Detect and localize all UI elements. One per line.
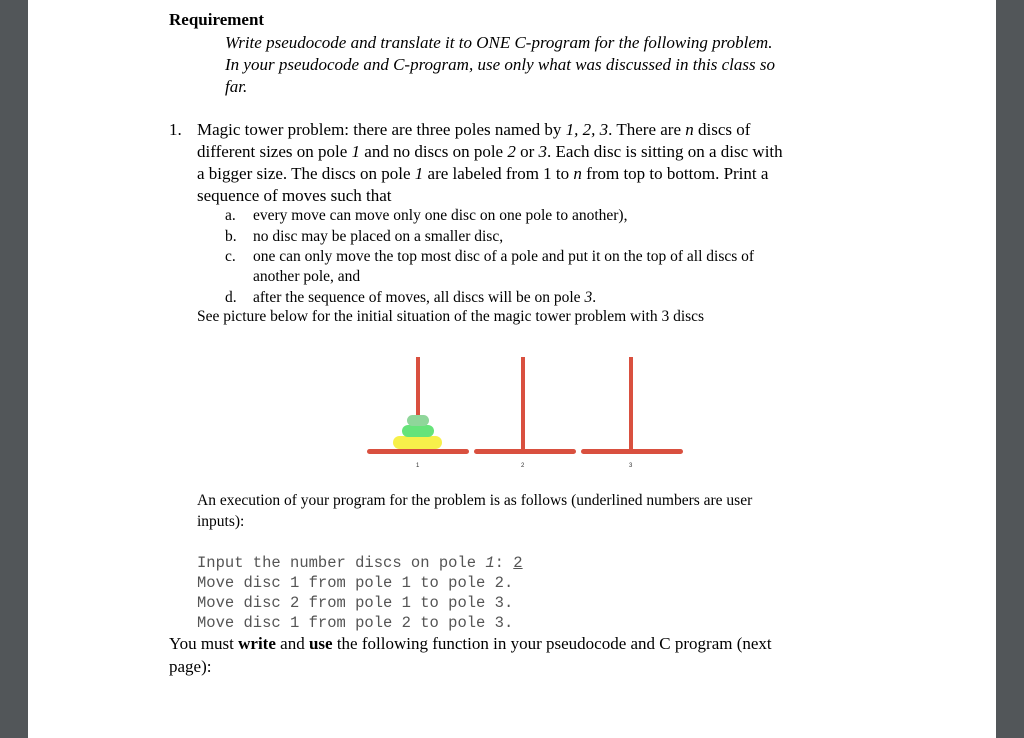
disc-small bbox=[407, 415, 429, 426]
problem-line-3: a bigger size. The discs on pole 1 are labeled from 1 to n from top to bottom. Print a bbox=[197, 164, 769, 183]
heading: Requirement bbox=[169, 10, 265, 29]
rule-text: another pole, and bbox=[253, 268, 361, 285]
rule-label: a. bbox=[225, 207, 236, 224]
pole-2 bbox=[521, 357, 525, 452]
pole-label: 2 bbox=[521, 463, 525, 469]
base-1 bbox=[367, 449, 469, 454]
rule-text: every move can move only one disc on one pole to another), bbox=[253, 207, 628, 224]
execution-intro: An execution of your program for the problem is as follows (underlined numbers are user bbox=[197, 492, 753, 509]
pole-3 bbox=[629, 357, 633, 452]
disc-medium bbox=[402, 425, 434, 437]
pole-label: 3 bbox=[629, 463, 633, 469]
pole-label: 1 bbox=[416, 463, 420, 469]
instruction-line: In your pseudocode and C-program, use only what was discussed in this class so bbox=[225, 55, 775, 74]
instruction-line: far. bbox=[225, 77, 248, 96]
problem-number: 1. bbox=[169, 120, 182, 139]
rule-label: d. bbox=[225, 289, 237, 306]
console-line: Move disc 1 from pole 2 to pole 3. bbox=[197, 614, 514, 632]
disc-large bbox=[393, 436, 442, 449]
problem-line-2: different sizes on pole 1 and no discs on pole 2 or 3. Each disc is sitting on a disc with bbox=[197, 142, 783, 161]
console-prompt: Input the number discs on pole 1: 2 bbox=[197, 554, 523, 572]
rule-text: after the sequence of moves, all discs will be on pole 3. bbox=[253, 289, 597, 306]
user-input: 2 bbox=[513, 554, 523, 572]
problem-line-4: sequence of moves such that bbox=[197, 186, 392, 205]
rule-label: b. bbox=[225, 228, 237, 245]
base-3 bbox=[581, 449, 683, 454]
problem-line-1: Magic tower problem: there are three poles named by 1, 2, 3. There are n discs of bbox=[197, 120, 751, 139]
closing-line-1: You must write and use the following function in your pseudocode and C program (next bbox=[169, 634, 772, 653]
closing-line-2: page): bbox=[169, 657, 212, 676]
rule-text: no disc may be placed on a smaller disc, bbox=[253, 228, 504, 245]
rule-label: c. bbox=[225, 248, 236, 265]
instruction-line: Write pseudocode and translate it to ONE C-program for the following problem. bbox=[225, 33, 773, 52]
console-line: Move disc 1 from pole 1 to pole 2. bbox=[197, 574, 514, 592]
console-line: Move disc 2 from pole 1 to pole 3. bbox=[197, 594, 514, 612]
base-2 bbox=[474, 449, 576, 454]
see-picture-text: See picture below for the initial situation of the magic tower problem with 3 discs bbox=[197, 308, 705, 325]
document-page bbox=[28, 0, 996, 738]
execution-intro: inputs): bbox=[197, 513, 245, 530]
rule-text: one can only move the top most disc of a pole and put it on the top of all discs of bbox=[253, 248, 755, 265]
